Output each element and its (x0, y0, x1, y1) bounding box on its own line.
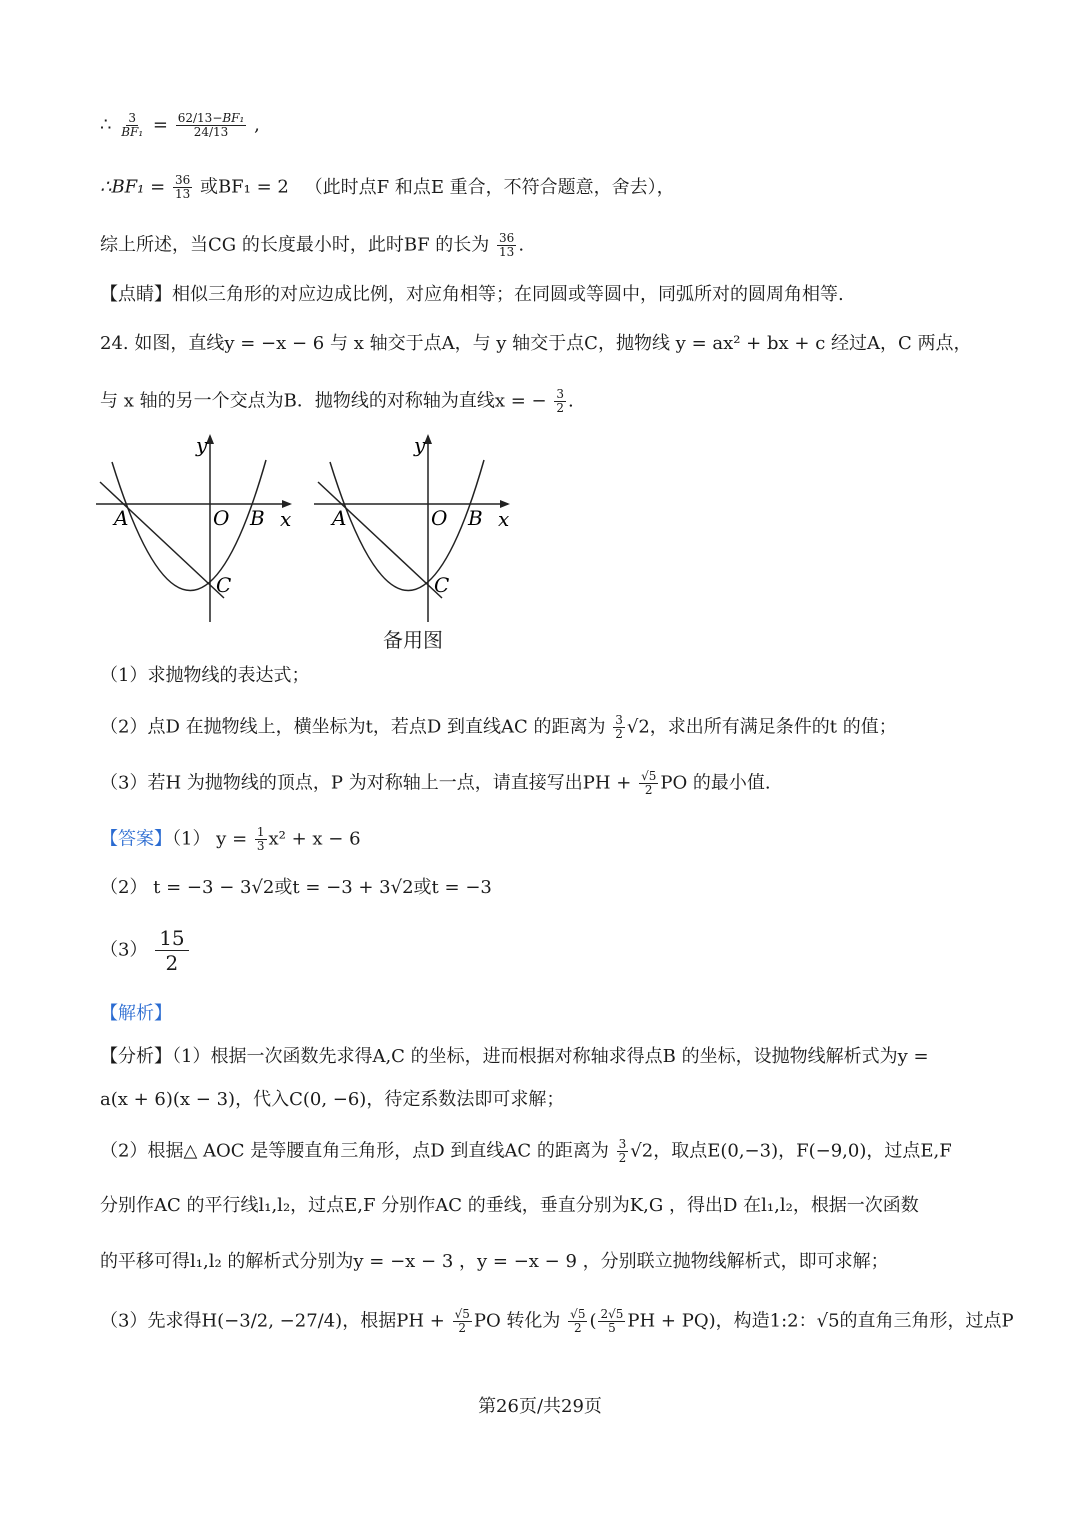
frac-num: 3 (556, 387, 564, 401)
text: ( (589, 1310, 597, 1332)
text: 与 x 轴的另一个交点为B．抛物线的对称轴为直线x = − (100, 390, 547, 412)
text: 或BF₁ = 2 (199, 176, 289, 198)
frac-num: √5 (641, 769, 657, 783)
text: ∴BF₁ = (100, 176, 166, 198)
line-2 (100, 174, 675, 201)
fraction (568, 1308, 587, 1335)
origin-label: O (431, 506, 448, 530)
parabola (112, 460, 266, 591)
frac-den: 24/13 (193, 125, 229, 139)
frac-num: 1 (256, 825, 265, 839)
text: 综上所述，当CG 的长度最小时，此时BF 的长为 (100, 234, 490, 256)
parabola (330, 460, 484, 591)
frac-den: 2 (615, 727, 623, 741)
fraction (617, 1138, 629, 1165)
frac-den: 5 (608, 1321, 616, 1335)
text: 24. 如图，直线y = −x − 6 与 x 轴交于点A，与 y 轴交于点C，抛物线 y = ax² + bx + c 经过A，C 两点， (100, 333, 972, 354)
frac-den: BF₁ (121, 125, 144, 139)
frac-num-a: 62/13 (177, 111, 213, 125)
line-1 (100, 112, 260, 139)
frac-den: 3 (256, 839, 265, 853)
punct: , (254, 114, 260, 136)
analysis-line-1 (100, 1045, 929, 1069)
analysis-line-2 (100, 1088, 564, 1112)
frac-num (176, 112, 247, 126)
point-b-label: B (468, 506, 483, 530)
graph-figure-1 (92, 430, 302, 630)
sub-question-3 (100, 770, 771, 797)
text: 【点睛】相似三角形的对应边成比例，对应角相等；在同圆或等圆中，同弧所对的圆周角相等. (100, 284, 844, 305)
x-label: x (280, 507, 292, 531)
origin-label: O (213, 506, 230, 530)
point-b-label: B (250, 506, 265, 530)
analysis-line-6 (100, 1308, 1014, 1335)
text: （3）若H 为抛物线的顶点，P 为对称轴上一点，请直接写出PH + (100, 772, 632, 794)
text: √2，求出所有满足条件的t 的值； (626, 716, 897, 738)
frac-den: 2 (644, 783, 653, 797)
frac-num: √5 (570, 1307, 586, 1321)
answer-3 (100, 926, 191, 975)
frac-den: 13 (174, 187, 191, 201)
fraction (173, 174, 192, 201)
text: x² + x − 6 (268, 828, 361, 850)
fraction (639, 770, 658, 797)
text: （2）点D 在抛物线上，横坐标为t，若点D 到直线AC 的距离为 (100, 716, 606, 738)
frac-den: 2 (458, 1321, 467, 1335)
text: （2） t = −3 − 3√2或t = −3 + 3√2或t = −3 (100, 877, 492, 898)
text: 分别作AC 的平行线l₁,l₂，过点E,F 分别作AC 的垂线，垂直分别为K,G ，得出D 在l₁,l₂，根据一次函数 (100, 1195, 919, 1216)
frac-num: 3 (615, 713, 623, 727)
frac-num: 3 (128, 111, 136, 125)
note: （此时点F 和点E 重合，不符合题意，舍去）， (304, 176, 675, 198)
frac-den: 2 (573, 1321, 582, 1335)
answer-1 (100, 826, 361, 853)
jiexi-label (100, 1002, 172, 1026)
frac-num: 3 (618, 1137, 627, 1151)
point-a-label: A (114, 506, 129, 530)
text: （2）根据△ AOC 是等腰直角三角形，点D 到直线AC 的距离为 (100, 1140, 609, 1162)
frac-den: 2 (618, 1151, 627, 1165)
frac-num: 36 (174, 173, 191, 187)
fraction (119, 112, 145, 139)
frac-den: 2 (556, 401, 564, 415)
punct: . (567, 390, 574, 412)
sub-question-1 (100, 664, 309, 688)
sub-question-2 (100, 714, 897, 741)
text: PO 转化为 (473, 1310, 561, 1332)
frac-num: √5 (454, 1307, 470, 1321)
complex-fraction (176, 112, 247, 139)
fraction (613, 714, 625, 741)
fraction (554, 388, 566, 415)
analysis-line-4 (100, 1194, 919, 1218)
text: （1）求抛物线的表达式； (100, 665, 310, 686)
therefore-symbol: ∴ (100, 114, 112, 136)
fraction (497, 232, 516, 259)
text: 【分析】（1）根据一次函数先求得A,C 的坐标，进而根据对称轴求得点B 的坐标，设抛物线解析式为y = (100, 1046, 929, 1067)
frac-den: 13 (499, 245, 515, 259)
text: 的平移可得l₁,l₂ 的解析式分别为y = −x − 3 ，y = −x − 9 ，分别联立抛物线解析式，即可求解； (100, 1251, 889, 1272)
line-ac (318, 482, 442, 598)
point-c-label: C (216, 573, 232, 597)
fraction (453, 1308, 472, 1335)
figure-caption: 备用图 (383, 628, 443, 652)
text: （3） (100, 939, 148, 961)
line-ac (100, 482, 224, 598)
text: a(x + 6)(x − 3)，代入C(0, −6)，待定系数法即可求解； (100, 1089, 565, 1110)
frac-num: 15 (155, 926, 188, 951)
vertex-coord: (−3/2, −27/4) (217, 1310, 343, 1332)
frac-num: 2√5 (600, 1307, 624, 1321)
text: 【解析】 (100, 1003, 172, 1024)
line-3 (100, 232, 524, 259)
frac-den: 2 (165, 951, 179, 975)
question-24-line-1 (100, 332, 972, 356)
dianjing-line (100, 283, 844, 307)
text: PH + PQ)，构造1:2：√5的直角三角形，过点P (627, 1310, 1014, 1332)
point-a-label: A (332, 506, 347, 530)
answer-2 (100, 876, 492, 900)
text: （1） y = (172, 828, 248, 850)
frac-num-b: −BF₁ (212, 111, 245, 125)
frac-num: 36 (499, 231, 515, 245)
question-24-line-2 (100, 388, 574, 415)
fraction (155, 926, 188, 975)
fraction (255, 826, 267, 853)
graph-figure-2 (310, 430, 520, 630)
text: PO 的最小值. (660, 772, 771, 794)
text: √2，取点E(0,−3)，F(−9,0)，过点E,F (630, 1140, 952, 1162)
analysis-line-3 (100, 1138, 952, 1165)
answer-label: 【答案】 (100, 828, 172, 850)
text: ，根据PH + (342, 1310, 445, 1332)
equals: = (152, 114, 168, 136)
page-footer: 第26页/共29页 (478, 1396, 602, 1417)
fraction (598, 1308, 625, 1335)
point-c-label: C (434, 573, 450, 597)
y-label: y (414, 433, 426, 457)
text: （3）先求得H (100, 1310, 218, 1332)
x-label: x (498, 507, 510, 531)
punct: . (518, 234, 525, 256)
y-label: y (196, 433, 208, 457)
analysis-line-5 (100, 1250, 889, 1274)
